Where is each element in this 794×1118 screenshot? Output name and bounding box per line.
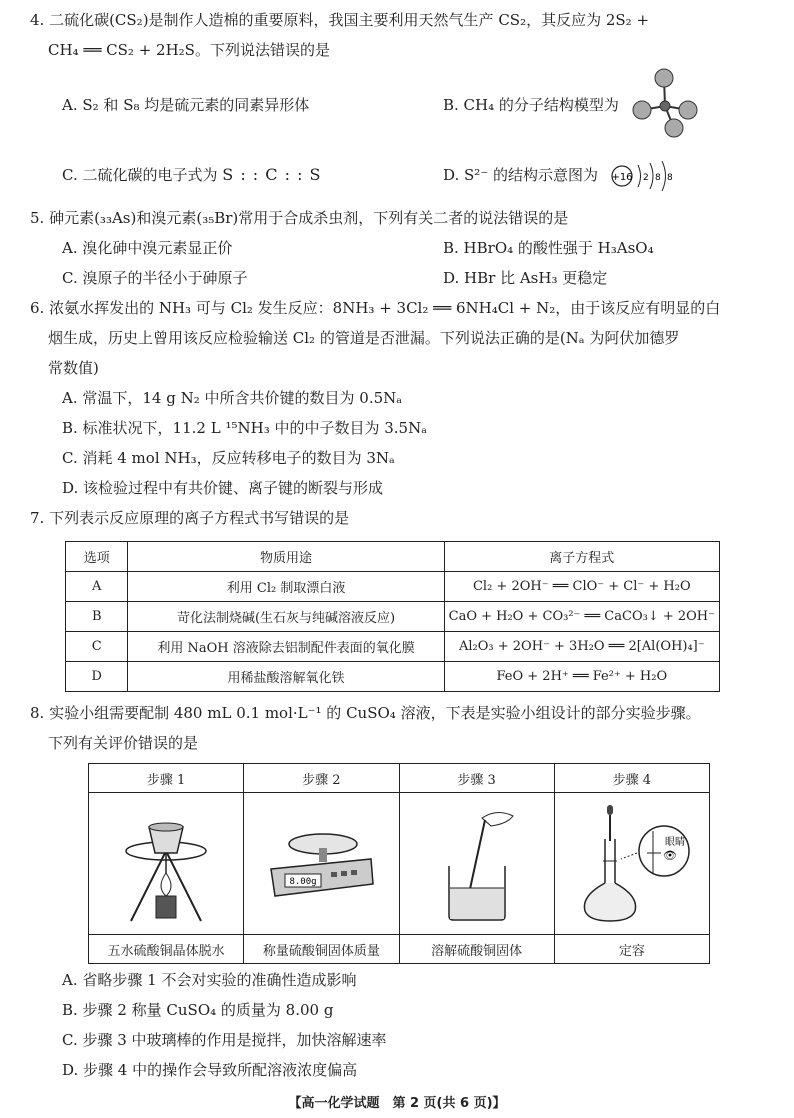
table-row (66, 602, 720, 632)
header-option: 选项 (66, 542, 128, 572)
q6-stem-line3: 常数值) (48, 359, 99, 377)
steps-caption-row (89, 935, 710, 964)
step-4-header: 步骤 4 (554, 764, 709, 793)
row-a-equation: Cl₂ + 2OH⁻ ══ ClO⁻ + Cl⁻ + H₂O (444, 572, 719, 602)
q8-stem-line2: 下列有关评价错误的是 (48, 734, 199, 752)
q4-option-d-label: D. S²⁻ 的结构示意图为 (443, 166, 599, 184)
table-row (66, 632, 720, 662)
row-c-option: C (66, 632, 128, 662)
step-4-picture (554, 793, 709, 935)
steps-picture-row (89, 793, 710, 935)
step-3-header: 步骤 3 (399, 764, 554, 793)
row-d-equation: FeO + 2H⁺ ══ Fe²⁺ + H₂O (444, 662, 719, 692)
row-a-option: A (66, 572, 128, 602)
shell-2-count: 8 (655, 173, 661, 183)
table-row (66, 572, 720, 602)
q8-steps-table (88, 763, 710, 964)
q6-option-b: B. 标准状况下，11.2 L ¹⁵NH₃ 中的中子数目为 3.5Nₐ (62, 419, 428, 437)
nucleus-charge: +16 (611, 172, 633, 183)
q6-stem-line1: 6. 浓氨水挥发出的 NH₃ 可与 Cl₂ 发生反应：8NH₃ + 3Cl₂ ══ 6NH₄Cl + N₂，由于该反应有明显的白 (30, 299, 721, 317)
q7-stem: 7. 下列表示反应原理的离子方程式书写错误的是 (30, 509, 350, 527)
step-2-caption: 称量硫酸铜固体质量 (244, 935, 399, 964)
q6-option-d: D. 该检验过程中有共价键、离子键的断裂与形成 (62, 479, 384, 497)
q5-option-a: A. 溴化砷中溴元素显正价 (62, 239, 233, 257)
row-b-equation: CaO + H₂O + CO₃²⁻ ══ CaCO₃↓ + 2OH⁻ (444, 602, 719, 632)
step-1-picture (89, 793, 244, 935)
q5-stem: 5. 砷元素(₃₃As)和溴元素(₃₅Br)常用于合成杀虫剂，下列有关二者的说法错误的是 (30, 209, 569, 227)
q8-option-c: C. 步骤 3 中玻璃棒的作用是搅拌，加快溶解速率 (62, 1031, 387, 1049)
row-d-use: 用稀盐酸溶解氧化铁 (128, 662, 444, 692)
eye-label: 眼睛 (664, 837, 685, 848)
page-footer: 【高一化学试题 第 2 页(共 6 页)】 (288, 1096, 506, 1111)
q4-option-a: A. S₂ 和 S₈ 均是硫元素的同素异形体 (62, 96, 310, 114)
shell-3-count: 8 (667, 173, 673, 183)
step-4-caption: 定容 (554, 935, 709, 964)
step-3-picture (399, 793, 554, 935)
header-equation: 离子方程式 (444, 542, 719, 572)
step-3-caption: 溶解硫酸铜固体 (399, 935, 554, 964)
crucible-heating-illustration (111, 801, 221, 926)
q4-option-d (443, 165, 598, 185)
row-b-option: B (66, 602, 128, 632)
q4-stem-line2: CH₄ ══ CS₂ + 2H₂S。下列说法错误的是 (48, 41, 330, 59)
header-use: 物质用途 (128, 542, 444, 572)
q8-option-d: D. 步骤 4 中的操作会导致所配溶液浓度偏高 (62, 1061, 358, 1079)
dissolving-illustration (427, 804, 527, 924)
q5-option-d: D. HBr 比 AsH₃ 更稳定 (443, 269, 608, 287)
step-1-header: 步骤 1 (89, 764, 244, 793)
q6-option-a: A. 常温下，14 g N₂ 中所含共价键的数目为 0.5Nₐ (62, 389, 403, 407)
q6-option-c: C. 消耗 4 mol NH₃，反应转移电子的数目为 3Nₐ (62, 449, 395, 467)
methane-model-image (630, 66, 700, 141)
step-2-header: 步骤 2 (244, 764, 399, 793)
q4-option-b: B. CH₄ 的分子结构模型为 (443, 96, 619, 114)
q8-option-b: B. 步骤 2 称量 CuSO₄ 的质量为 8.00 g (62, 1001, 334, 1019)
step-2-picture (244, 793, 399, 935)
q4-option-c (62, 165, 322, 185)
step-1-caption: 五水硫酸铜晶体脱水 (89, 935, 244, 964)
table-header-row (66, 542, 720, 572)
q8-option-a: A. 省略步骤 1 不会对实验的准确性造成影响 (62, 971, 357, 989)
q8-stem-line1: 8. 实验小组需要配制 480 mL 0.1 mol·L⁻¹ 的 CuSO₄ 溶液，下表是实验小组设计的部分实验步骤。 (30, 704, 701, 722)
steps-header-row (89, 764, 710, 793)
q6-stem-line2: 烟生成，历史上曾用该反应检验输送 Cl₂ 的管道是否泄漏。下列说法正确的是(Nₐ 为阿伏加德罗 (48, 329, 680, 347)
balance-display-reading: 8.00g (289, 876, 317, 887)
q7-table (65, 541, 720, 692)
sulfide-ion-structure-diagram (610, 160, 680, 192)
volumetric-flask-illustration (567, 801, 697, 926)
row-c-equation: Al₂O₃ + 2OH⁻ + 3H₂O ══ 2[Al(OH)₄]⁻ (444, 632, 719, 662)
row-b-use: 苛化法制烧碱(生石灰与纯碱溶液反应) (128, 602, 444, 632)
q5-option-c: C. 溴原子的半径小于砷原子 (62, 269, 248, 287)
shell-1-count: 2 (643, 173, 649, 183)
eye-icon: 👁 (662, 849, 677, 862)
balance-illustration (261, 814, 381, 914)
table-row (66, 662, 720, 692)
q4-stem-line1: 4. 二硫化碳(CS₂)是制作人造棉的重要原料，我国主要利用天然气生产 CS₂，其反应为 2S₂ + (30, 11, 650, 29)
row-a-use: 利用 Cl₂ 制取漂白液 (128, 572, 444, 602)
cs2-electron-formula: S : : C : : S (222, 165, 322, 184)
q5-option-b: B. HBrO₄ 的酸性强于 H₃AsO₄ (443, 239, 654, 257)
row-d-option: D (66, 662, 128, 692)
q4-option-c-label: C. 二硫化碳的电子式为 (62, 166, 218, 184)
row-c-use: 利用 NaOH 溶液除去铝制配件表面的氧化膜 (128, 632, 444, 662)
